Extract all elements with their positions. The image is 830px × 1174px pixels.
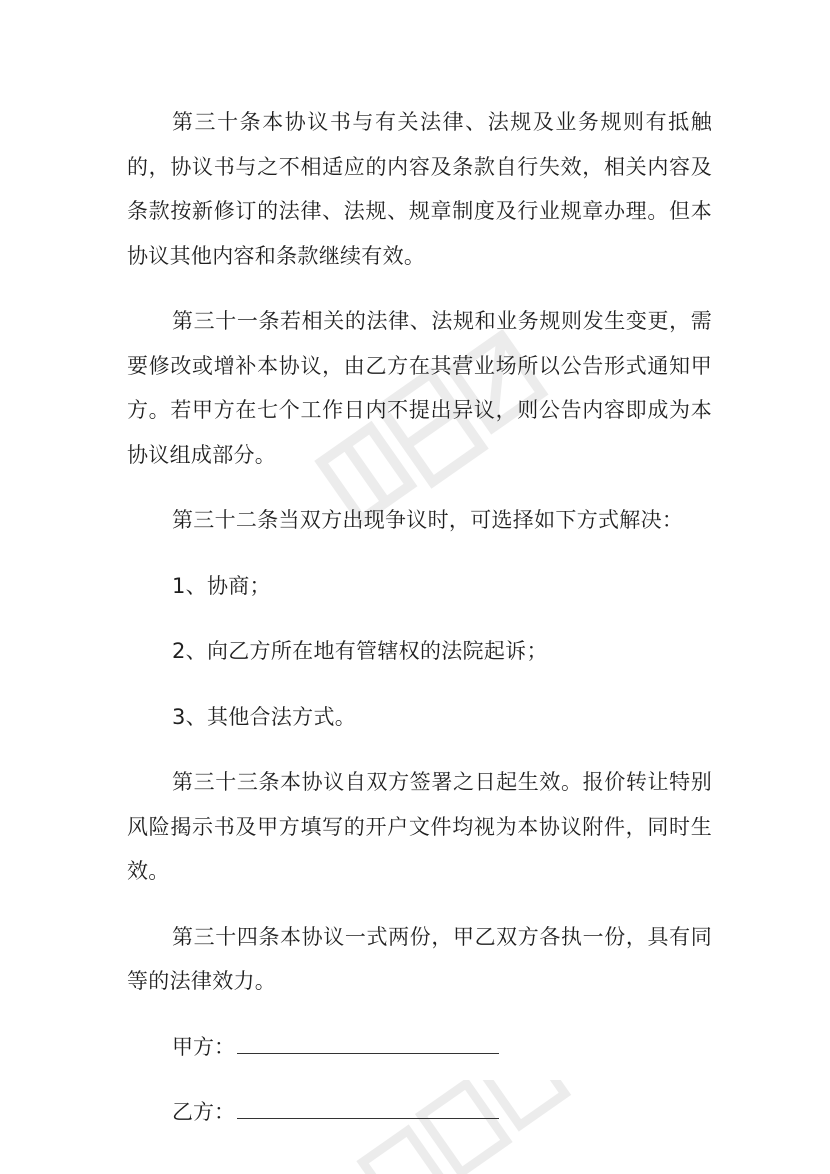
article-34: 第三十四条本协议一式两份，甲乙双方各执一份，具有同等的法律效力。 [127,924,712,993]
party-b-label: 乙方： [172,1100,235,1124]
article-33: 第三十三条本协议自双方签署之日起生效。报价转让特别风险揭示书及甲方填写的开户文件均视为本协议附件，同时生效。 [127,770,712,883]
article-31: 第三十一条若相关的法律、法规和业务规则发生变更，需要修改或增补本协议，由乙方在其营业场所以公告形式通知甲方。若甲方在七个工作日内不提出异议，则公告内容即成为本协议组成部分。 [127,309,712,467]
article-32: 第三十二条当双方出现争议时，可选择如下方式解决： [172,508,684,532]
list-item-negotiation: 1、协商； [172,573,271,598]
list-item-litigation: 2、向乙方所在地有管辖权的法院起诉； [172,639,548,663]
party-a-label: 甲方： [172,1034,235,1059]
party-b-blank-line [237,1094,499,1119]
party-a-blank-line [237,1029,499,1054]
party-b-signature [127,1090,712,1135]
article-30: 第三十条本协议书与有关法律、法规及业务规则有抵触的，协议书与之不相适应的内容及条款自行失效，相关内容及条款按新修订的法律、法规、规章制度及行业规章办理。但本协议其他内容和条款继续有效。 [127,110,712,268]
party-a-signature [127,1025,712,1070]
document-body [127,100,712,1156]
list-item-other: 3、其他合法方式。 [172,704,357,729]
